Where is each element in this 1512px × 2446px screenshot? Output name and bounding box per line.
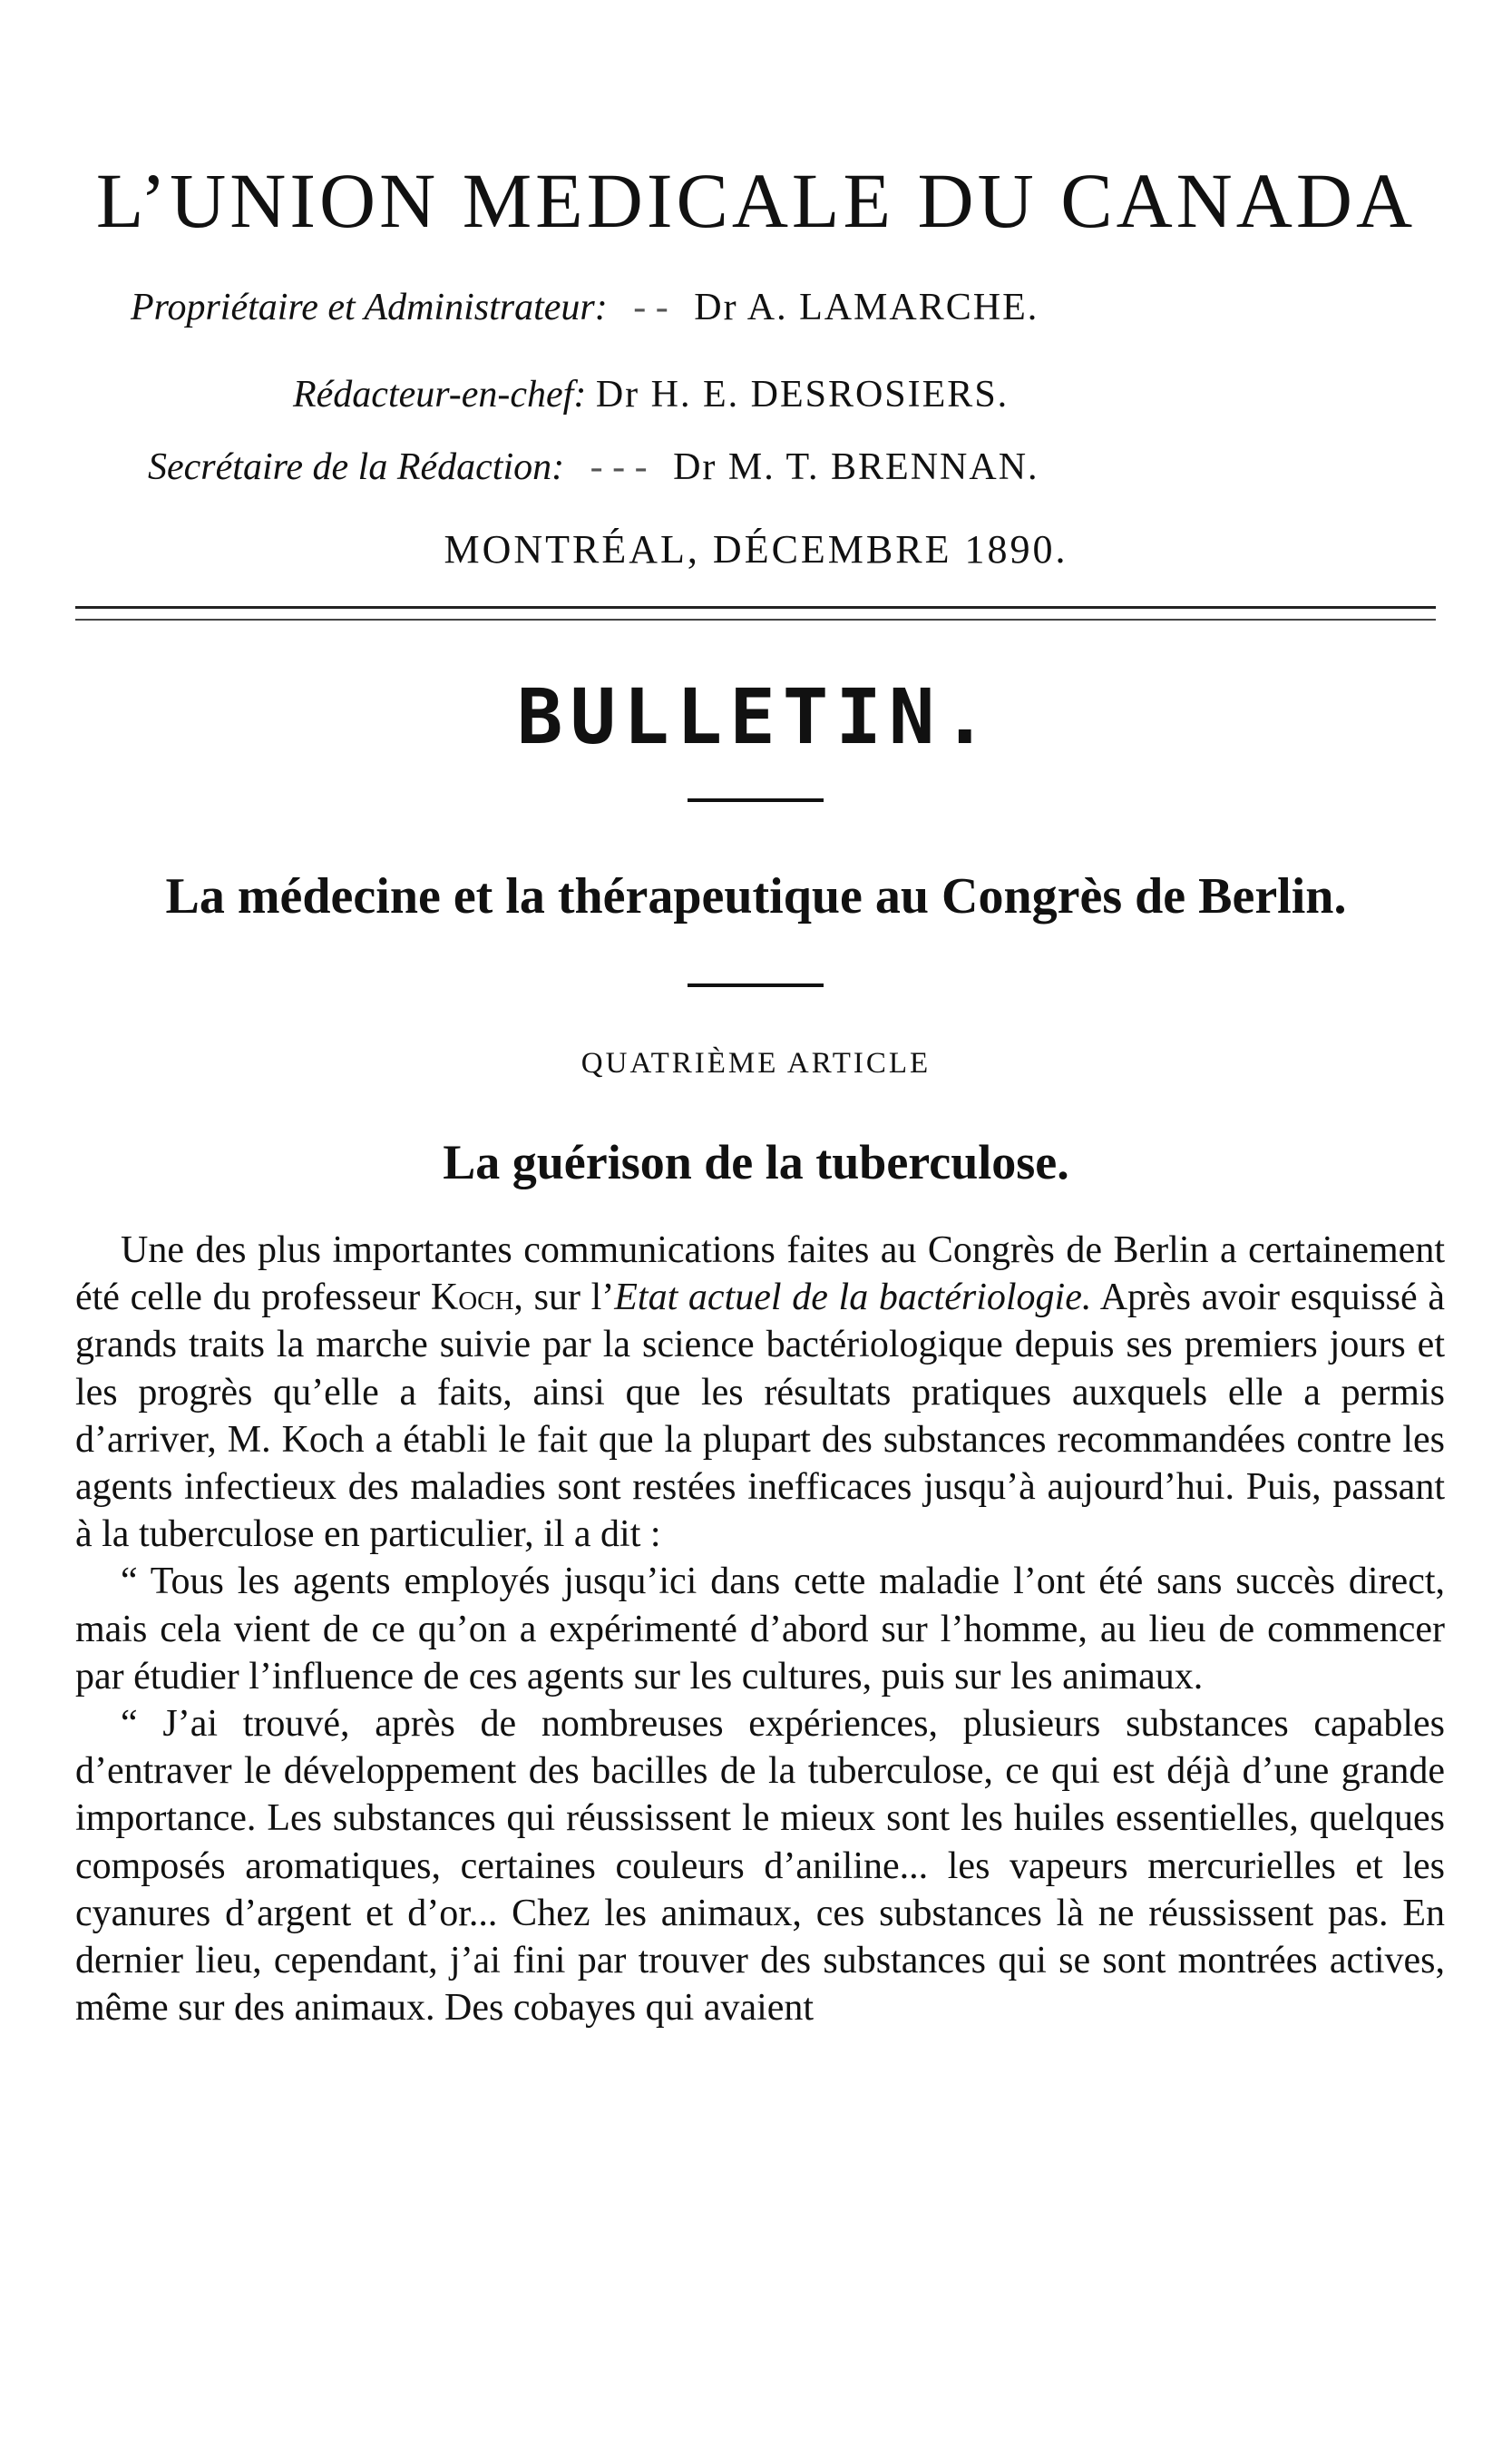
section-title: BULLETIN. [516,672,996,761]
paragraph: “ J’ai trouvé, après de nombreuses expériences, plusieurs substances capables d’entraver le développement des bacilles de la tuberculose, ce qui est déjà d’une grande importance. Les substances qui réussissent le mieux sont les huiles essentielles, quelques composés aromatiques, certaines couleurs d’aniline... les vapeurs mercurielles et les cyanures d’argent et d’or... Chez les animaux, ces substances là ne réussissent pas. En dernier lieu, cependant, j’ai fini par trouver des substances qui se sont montrées actives, même sur des animaux. Des cobayes qui avaient [75,1703,1445,2030]
rule-top [75,606,1436,609]
rule-bottom [75,619,1436,621]
staff-role: Propriétaire et Administrateur: [131,287,608,328]
dateline: MONTRÉAL, DÉCEMBRE 1890. [444,527,1068,572]
article-label: QUATRIÈME ARTICLE [580,1047,932,1080]
staff-line-proprietor [131,289,1039,327]
short-rule-divider [688,798,824,802]
article-heading: La médecine et la thérapeutique au Congrès de Berlin. [165,868,1347,925]
staff-name: Dr M. T. BRENNAN. [673,446,1039,488]
cited-title: Etat actuel de la bactériologie. [614,1277,1092,1319]
staff-separator: - - - [590,446,648,488]
text-run: , sur l’ [513,1277,615,1319]
author-name: Koch [430,1277,514,1319]
paragraph: “ Tous les agents employés jusqu’ici dans cette maladie l’ont été sans succès direct, mais cela vient de ce qu’on a expérimenté d’abord sur l’homme, au lieu de commencer par étudier l’influence de ces agents sur les cultures, puis sur les animaux. [75,1561,1445,1698]
short-rule-divider [688,983,824,987]
staff-line-secretary [148,448,1039,486]
staff-role: Rédacteur-en-chef: [293,374,587,416]
paragraph [75,1227,1445,1558]
staff-name: Dr A. LAMARCHE. [694,287,1039,328]
staff-role: Secrétaire de la Rédaction: [148,446,565,488]
text-run: Une des plus importantes communications faites au Congrès de Berlin a certainement été celle du professeur [75,1229,1445,1319]
article-subheading: La guérison de la tuberculose. [443,1135,1069,1189]
double-rule-divider [75,606,1436,624]
staff-separator: - - [633,287,668,328]
text-run: Après avoir esquissé à grands traits la marche suivie par la science bactériologique depuis ses premiers jours et les progrès qu’elle a faits, ainsi que les résultats pratiques auxquels elle a permis d’arriver, M. Koch a établi le fait que la plupart des substances recommandées contre les agents infectieux des maladies sont restées inefficaces jusqu’à aujourd’hui. Puis, passant à la tuberculose en particulier, il a dit : [75,1277,1445,1556]
article-body [75,1227,1445,2031]
journal-title: L’UNION MEDICALE DU CANADA [95,157,1417,244]
staff-line-editor-in-chief [293,376,1009,414]
staff-name: Dr H. E. DESROSIERS. [595,374,1010,416]
